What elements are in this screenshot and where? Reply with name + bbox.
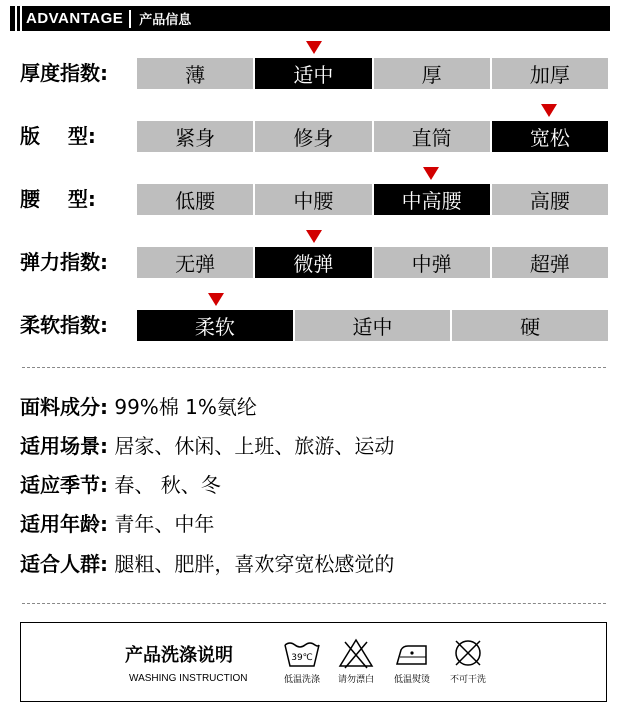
selection-arrow-icon [208, 293, 224, 306]
no-dry-clean-icon [448, 637, 488, 669]
header-title-cn: 产品信息 [139, 13, 192, 28]
attribute-option: 无弹 [137, 247, 253, 278]
attribute-label [20, 247, 108, 277]
info-key: 适用场景: [20, 434, 108, 458]
attribute-row [0, 290, 620, 350]
divider [22, 367, 606, 368]
attribute-option: 中弹 [372, 247, 490, 278]
selection-arrow-icon [306, 230, 322, 243]
no-bleach-icon [336, 637, 376, 669]
info-key: 适应季节: [20, 473, 108, 497]
attribute-option: 低腰 [137, 184, 253, 215]
attribute-label [20, 121, 96, 151]
low-temp-iron-symbol [387, 637, 437, 697]
no-bleach-symbol [331, 637, 381, 697]
divider [22, 603, 606, 604]
info-value: 春、 秋、冬 [114, 473, 221, 497]
label-colon: : [87, 124, 96, 148]
attribute-label [20, 184, 96, 214]
attribute-label-text: 弹力指数 [20, 250, 100, 274]
washing-title: 产品洗涤说明 [125, 645, 233, 666]
attribute-option: 适中 [293, 310, 451, 341]
attribute-option-selected: 微弹 [253, 247, 371, 278]
washing-instructions [20, 622, 607, 702]
attribute-option: 厚 [372, 58, 490, 89]
attribute-options [137, 310, 608, 341]
attribute-row [0, 101, 620, 161]
attribute-option: 中腰 [253, 184, 371, 215]
label-colon: : [87, 187, 96, 211]
attribute-option: 直筒 [372, 121, 490, 152]
header-stripe [17, 6, 20, 31]
attribute-option: 修身 [253, 121, 371, 152]
attribute-option: 超弹 [490, 247, 608, 278]
low-temp-iron-icon [392, 637, 432, 669]
attribute-options [137, 247, 608, 278]
washing-subtitle: WASHING INSTRUCTION [129, 673, 248, 684]
info-age [20, 509, 214, 539]
info-value: 99%棉 1%氨纶 [114, 395, 257, 419]
attribute-option-selected: 适中 [253, 58, 371, 89]
attribute-row [0, 227, 620, 287]
attribute-option: 紧身 [137, 121, 253, 152]
attribute-option: 加厚 [490, 58, 608, 89]
label-colon: : [100, 61, 108, 85]
symbol-label: 请勿漂白 [337, 675, 374, 685]
info-value: 腿粗、肥胖，喜欢穿宽松感觉的 [114, 552, 395, 576]
label-colon: : [100, 250, 108, 274]
attribute-option-selected: 柔软 [137, 310, 293, 341]
section-header [0, 0, 620, 36]
wash-temperature: 39℃ [291, 653, 313, 663]
info-audience [20, 549, 394, 579]
attribute-row [0, 164, 620, 224]
attribute-option: 薄 [137, 58, 253, 89]
attribute-label-text: 柔软指数 [20, 313, 100, 337]
low-temp-wash-symbol [277, 637, 327, 697]
attribute-label [20, 310, 108, 340]
symbol-label: 低温洗涤 [283, 675, 320, 685]
attribute-options [137, 58, 608, 89]
attribute-label-text: 厚度指数 [20, 61, 100, 85]
selection-arrow-icon [306, 41, 322, 54]
low-temp-wash-icon [282, 637, 322, 669]
attribute-options [137, 184, 608, 215]
attribute-options [137, 121, 608, 152]
info-key: 面料成分: [20, 395, 108, 419]
symbol-label: 低温熨烫 [393, 675, 430, 685]
attribute-option-selected: 宽松 [490, 121, 608, 152]
header-title-en: ADVANTAGE [26, 10, 124, 27]
selection-arrow-icon [423, 167, 439, 180]
info-value: 青年、中年 [114, 512, 215, 536]
symbol-label: 不可干洗 [449, 675, 486, 685]
info-scene [20, 431, 394, 461]
attribute-label-text: 腰 型 [20, 187, 88, 211]
info-season [20, 470, 221, 500]
attribute-option: 高腰 [490, 184, 608, 215]
header-bar [22, 6, 610, 31]
attribute-option-selected: 中高腰 [372, 184, 490, 215]
label-colon: : [100, 313, 108, 337]
attribute-label-text: 版 型 [20, 124, 88, 148]
header-separator [129, 10, 131, 28]
info-key: 适合人群: [20, 552, 108, 576]
header-stripe [10, 6, 15, 31]
attribute-option: 硬 [450, 310, 608, 341]
attribute-label [20, 58, 108, 88]
selection-arrow-icon [541, 104, 557, 117]
attribute-row [0, 38, 620, 98]
info-material [20, 392, 257, 422]
info-key: 适用年龄: [20, 512, 108, 536]
info-value: 居家、休闲、上班、旅游、运动 [114, 434, 395, 458]
no-dry-clean-symbol [443, 637, 493, 697]
